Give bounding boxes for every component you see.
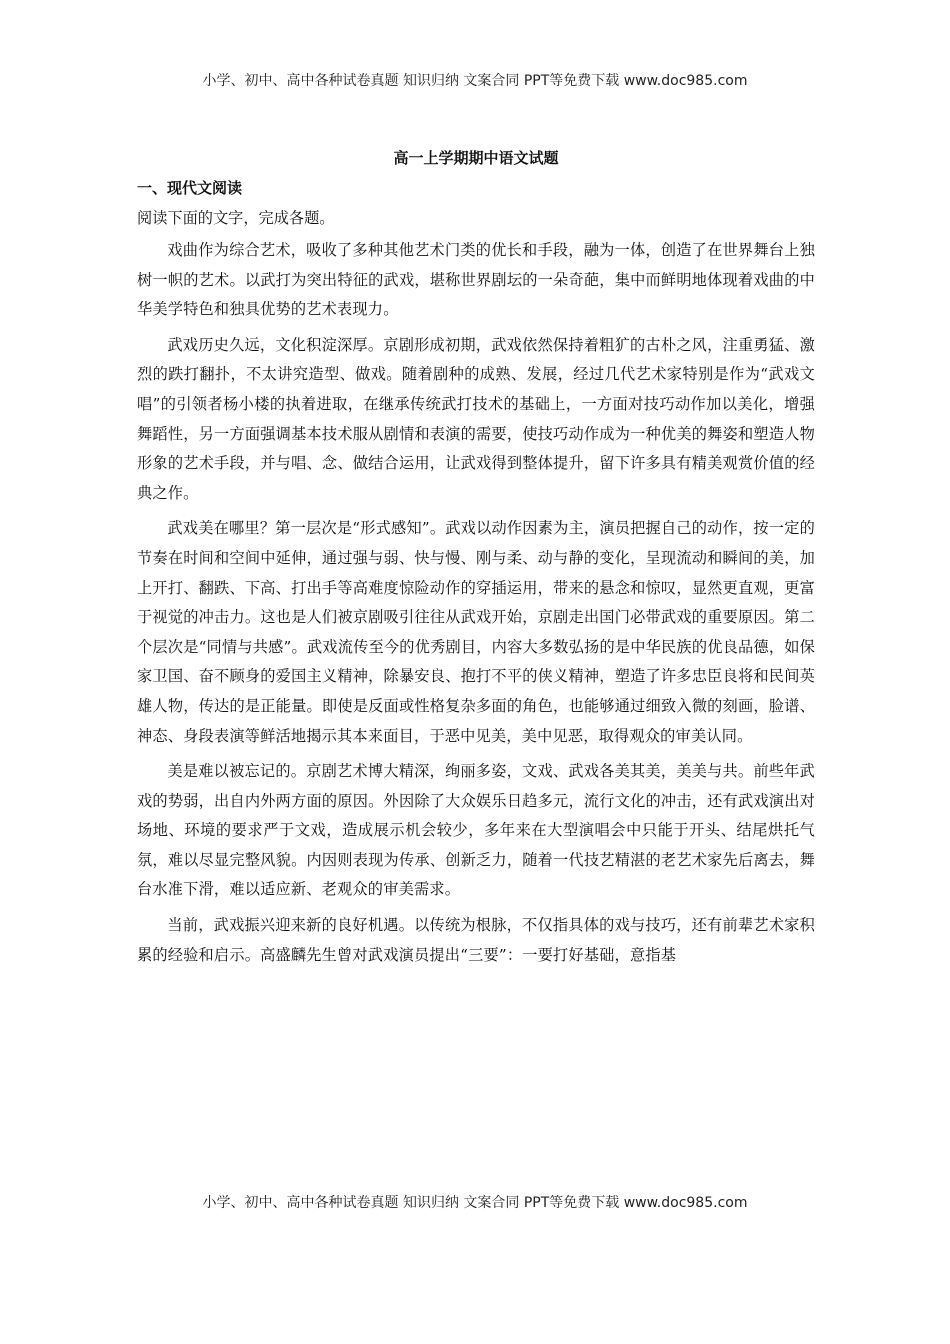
document-body xyxy=(137,144,815,976)
paragraph-3: 武戏美在哪里？第一层次是“形式感知”。武戏以动作因素为主，演员把握自己的动作，按一定的节奏在时间和空间中延伸，通过强与弱、快与慢、刚与柔、动与静的变化，呈现流动和瞬间的美，加上开打、翻跌、下高、打出手等高难度惊险动作的穿插运用，带来的悬念和惊叹，显然更直观，更富于视觉的冲击力。这也是人们被京剧吸引往往从武戏开始，京剧走出国门必带武戏的重要原因。第二个层次是“同情与共感”。武戏流传至今的优秀剧目，内容大多数弘扬的是中华民族的优良品德，如保家卫国、奋不顾身的爱国主义精神，除暴安良、抱打不平的侠义精神，塑造了许多忠臣良将和民间英雄人物，传达的是正能量。即使是反面或性格复杂多面的角色，也能够通过细致入微的刻画，脸谱、神态、身段表演等鲜活地揭示其本来面目，于恶中见美，美中见恶，取得观众的审美认同。 xyxy=(137,519,815,745)
paragraph-4: 美是难以被忘记的。京剧艺术博大精深，绚丽多姿，文戏、武戏各美其美，美美与共。前些年武戏的势弱，出自内外两方面的原因。外因除了大众娱乐日趋多元，流行文化的冲击，还有武戏演出对场地、环境的要求严于文戏，造成展示机会较少，多年来在大型演唱会中只能于开头、结尾烘托气氛，难以尽显完整风貌。内因则表现为传承、创新乏力，随着一代技艺精湛的老艺术家先后离去，舞台水准下滑，难以适应新、老观众的审美需求。 xyxy=(137,762,815,899)
section-heading: 一、现代文阅读 xyxy=(137,179,243,197)
page-footer-watermark: 小学、初中、高中各种试卷真题 知识归纳 文案合同 PPT等免费下载 www.doc985.com xyxy=(202,1195,748,1211)
page-header-watermark: 小学、初中、高中各种试卷真题 知识归纳 文案合同 PPT等免费下载 www.doc985.com xyxy=(202,73,748,89)
reading-instruction: 阅读下面的文字，完成各题。 xyxy=(137,209,335,227)
paragraph-1: 戏曲作为综合艺术，吸收了多种其他艺术门类的优长和手段，融为一体，创造了在世界舞台上独树一帜的艺术。以武打为突出特征的武戏，堪称世界剧坛的一朵奇葩，集中而鲜明地体现着戏曲的中华美学特色和独具优势的艺术表现力。 xyxy=(137,241,815,319)
paragraph-2: 武戏历史久远，文化积淀深厚。京剧形成初期，武戏依然保持着粗犷的古朴之风，注重勇猛、激烈的跌打翻扑，不太讲究造型、做戏。随着剧种的成熟、发展，经过几代艺术家特别是作为“武戏文唱”的引领者杨小楼的执着进取，在继承传统武打技术的基础上，一方面对技巧动作加以美化，增强舞蹈性，另一方面强调基本技术服从剧情和表演的需要，使技巧动作成为一种优美的舞姿和塑造人物形象的艺术手段，并与唱、念、做结合运用，让武戏得到整体提升，留下许多具有精美观赏价值的经典之作。 xyxy=(137,335,815,502)
paragraph-5: 当前，武戏振兴迎来新的良好机遇。以传统为根脉，不仅指具体的戏与技巧，还有前辈艺术家积累的经验和启示。高盛麟先生曾对武戏演员提出“三要”：一要打好基础，意指基 xyxy=(137,916,815,964)
document-title: 高一上学期期中语文试题 xyxy=(393,149,559,167)
